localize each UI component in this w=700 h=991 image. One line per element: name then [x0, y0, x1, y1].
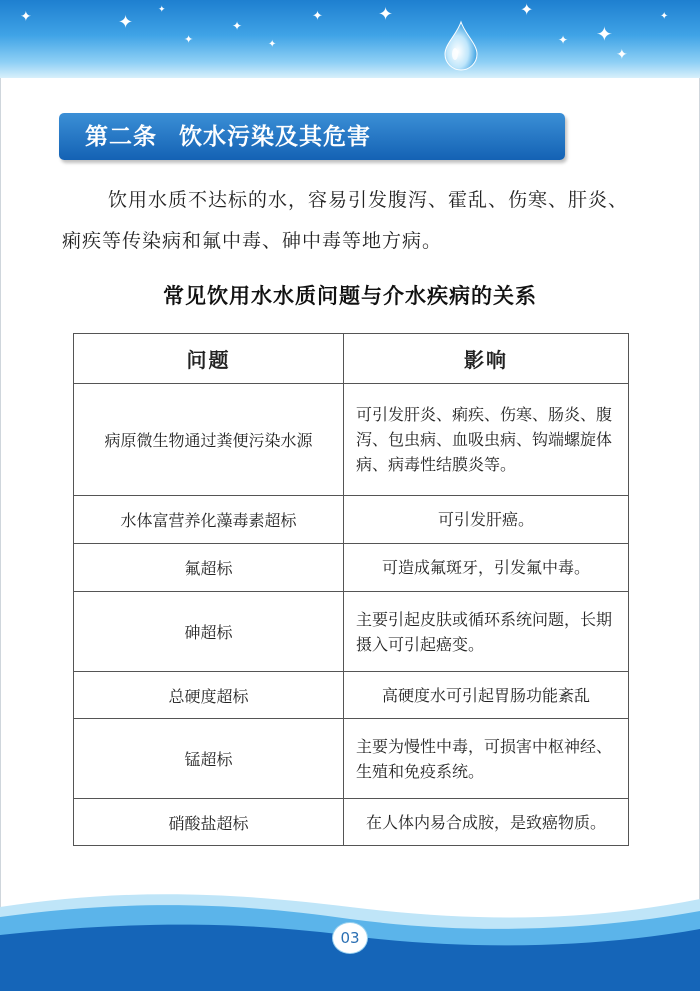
section-heading — [85, 120, 371, 154]
problem-cell: 锰超标 — [74, 719, 344, 799]
sparkle-icon: ✦ — [118, 12, 134, 33]
problem-cell: 砷超标 — [74, 592, 344, 672]
heading-number: 第二条 — [85, 124, 157, 150]
table-header-row — [74, 334, 629, 384]
intro-paragraph: 饮用水质不达标的水，容易引发腹泻、霍乱、伤寒、肝炎、痢疾等传染病和氟中毒、砷中毒等地方病。 — [62, 189, 629, 252]
sparkle-icon: ✦ — [660, 11, 669, 22]
top-banner — [0, 0, 700, 78]
table-row — [74, 496, 629, 544]
impact-cell: 主要为慢性中毒，可损害中枢神经、生殖和免疫系统。 — [344, 719, 629, 799]
table-row — [74, 592, 629, 672]
problem-cell: 病原微生物通过粪便污染水源 — [74, 384, 344, 496]
problem-cell: 硝酸盐超标 — [74, 799, 344, 846]
table-row — [74, 384, 629, 496]
impact-cell: 可造成氟斑牙，引发氟中毒。 — [344, 544, 629, 592]
sparkle-icon: ✦ — [616, 47, 628, 63]
table-row — [74, 719, 629, 799]
relation-table — [73, 333, 629, 846]
problem-cell: 氟超标 — [74, 544, 344, 592]
sparkle-icon: ✦ — [596, 22, 613, 46]
sparkle-icon: ✦ — [20, 9, 32, 25]
sparkle-icon: ✦ — [184, 33, 194, 46]
sparkle-icon: ✦ — [312, 9, 323, 24]
impact-cell: 主要引起皮肤或循环系统问题，长期摄入可引起癌变。 — [344, 592, 629, 672]
sparkle-icon: ✦ — [158, 5, 166, 15]
sparkle-icon: ✦ — [520, 0, 534, 19]
sparkle-icon: ✦ — [378, 4, 394, 25]
column-header-impact: 影响 — [344, 334, 629, 384]
impact-cell: 高硬度水可引起胃肠功能紊乱 — [344, 672, 629, 719]
problem-cell: 水体富营养化藻毒素超标 — [74, 496, 344, 544]
sparkle-icon: ✦ — [558, 33, 569, 47]
page-number: 03 — [332, 922, 368, 954]
heading-title: 饮水污染及其危害 — [179, 124, 371, 150]
water-drop-icon — [441, 20, 481, 72]
table-row — [74, 544, 629, 592]
sparkle-icon: ✦ — [232, 19, 243, 33]
impact-cell: 可引发肝癌。 — [344, 496, 629, 544]
impact-cell: 可引发肝炎、痢疾、伤寒、肠炎、腹泻、包虫病、血吸虫病、钩端螺旋体病、病毒性结膜炎等。 — [344, 384, 629, 496]
problem-cell: 总硬度超标 — [74, 672, 344, 719]
sparkle-icon: ✦ — [268, 39, 277, 50]
table-row — [74, 672, 629, 719]
table-row — [74, 799, 629, 846]
impact-cell: 在人体内易合成胺，是致癌物质。 — [344, 799, 629, 846]
table-title: 常见饮用水水质问题与介水疾病的关系 — [163, 284, 537, 308]
column-header-problem: 问题 — [74, 334, 344, 384]
